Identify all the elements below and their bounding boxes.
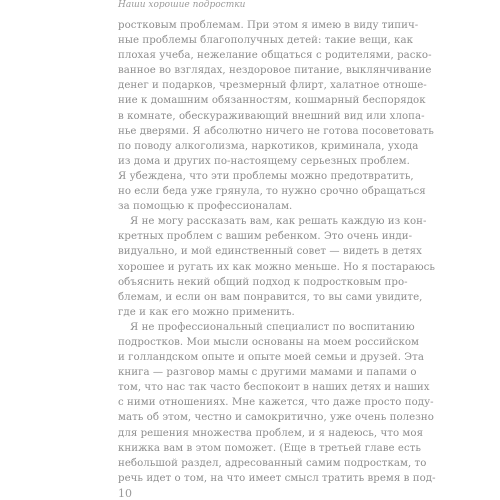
text-line: за помощью к профессионалам. — [118, 201, 293, 213]
text-line: где и как его можно применить. — [118, 306, 295, 318]
text-line: ние к домашним обязанностям, кошмарный беспорядок — [118, 95, 426, 107]
text-line: мать об этом, честно и самокритично, уже очень полезно — [118, 412, 434, 424]
text-line: том, что нас так часто беспокоит в наших детях и наших — [118, 382, 430, 394]
text-line: речь идет о том, на что имеет смысл тратить время в под- — [118, 472, 436, 484]
running-head: Наши хорошие подростки — [118, 0, 246, 10]
text-line: и голландском опыте и опыте моей семьи и друзей. Эта — [118, 352, 424, 364]
text-line: Я не профессиональный специалист по воспитанию — [130, 321, 415, 333]
text-line: денег и подарков, чрезмерный флирт, халатное отноше- — [118, 80, 427, 92]
text-line: кретных проблем с вашим ребенком. Это очень инди- — [118, 231, 413, 243]
text-line: для решения множества проблем, и я надеюсь, что моя — [118, 427, 424, 439]
text-line: но если беда уже грянула, то нужно срочно обращаться — [118, 186, 426, 198]
text-line: с ними отношениях. Мне кажется, что даже просто поду- — [118, 397, 434, 409]
text-line: в комнате, обескураживающий внешний вид или хлопа- — [118, 110, 425, 122]
text-line: хорошее и ругать их как можно меньше. Но я постараюсь — [118, 261, 435, 273]
text-line: объяснить некий общий подход к подростковым про- — [118, 276, 408, 288]
text-line: Я не могу рассказать вам, как решать каждую из кон- — [130, 216, 427, 228]
body-text — [118, 18, 436, 486]
text-line: ванное во взглядах, нездоровое питание, выклянчивание — [118, 65, 432, 77]
text-line: блемам, и если он вам понравится, то вы сами увидите, — [118, 291, 423, 303]
text-line: ные проблемы благополучных детей: такие вещи, как — [118, 35, 413, 47]
text-line: плохая учеба, нежелание общаться с родителями, раско- — [118, 50, 432, 62]
text-line: книга — разговор мамы с другими мамами и папами о — [118, 367, 417, 379]
text-line: по поводу алкоголизма, наркотиков, криминала, ухода — [118, 140, 419, 152]
text-line: небольшой раздел, адресованный самим подросткам, то — [118, 457, 427, 469]
text-line: из дома и других по-настоящему серьезных проблем. — [118, 155, 410, 167]
page-number: 10 — [118, 487, 132, 500]
text-line: книжка вам в этом поможет. (Еще в третьей главе есть — [118, 442, 422, 454]
text-line: подростков. Мои мысли основаны на моем российском — [118, 336, 420, 348]
text-line: ростковым проблемам. При этом я имею в виду типич- — [118, 20, 419, 31]
text-line: видуально, и мой единственный совет — видеть в детях — [118, 246, 422, 258]
text-line: нье дверями. Я абсолютно ничего не готова посоветовать — [118, 125, 434, 137]
text-line: Я убеждена, что эти проблемы можно предотвратить, — [118, 170, 414, 182]
